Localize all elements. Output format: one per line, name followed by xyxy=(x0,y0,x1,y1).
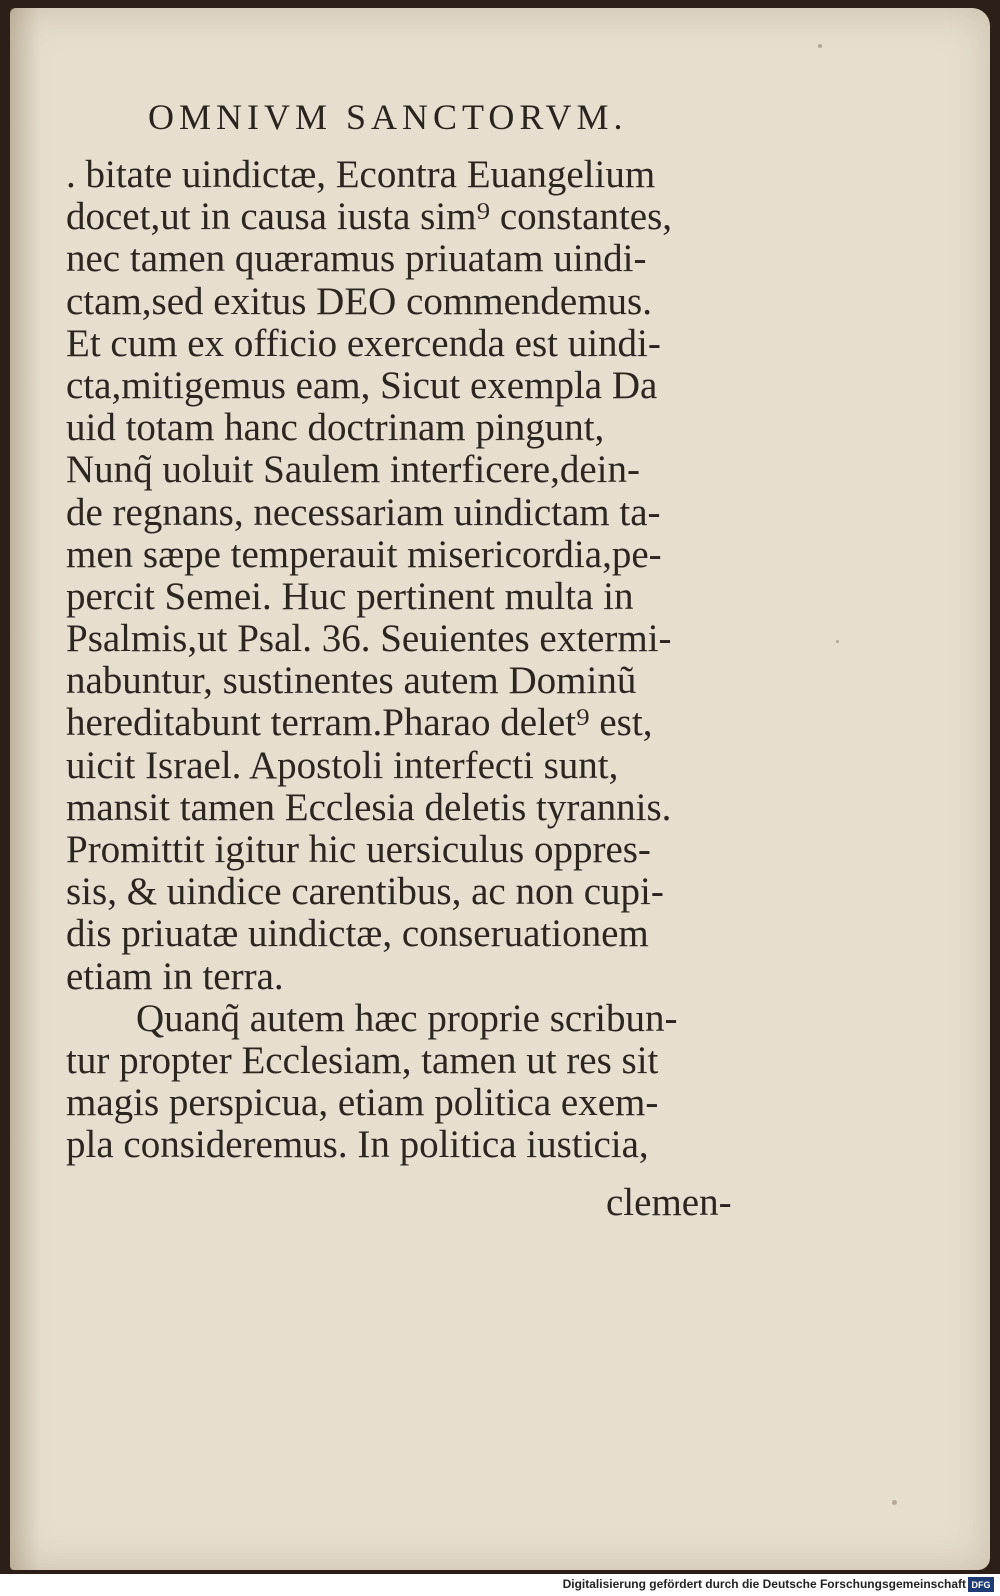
dfg-logo-icon xyxy=(968,1577,994,1592)
text-line: etiam in terra. xyxy=(66,955,284,998)
text-line: dis priuatæ uindictæ, conseruationem xyxy=(66,913,649,956)
funding-credit: Digitalisierung gefördert durch die Deutsche Forschungsgemeinschaft xyxy=(562,1577,966,1591)
text-line: men sæpe temperauit misericordia,pe- xyxy=(66,533,662,576)
text-line: sis, & uindice carentibus, ac non cupi- xyxy=(66,871,664,914)
text-line: uicit Israel. Apostoli interfecti sunt, xyxy=(66,744,619,787)
paper-speck xyxy=(892,1500,897,1505)
page-gutter-shadow xyxy=(10,8,40,1570)
text-line: de regnans, necessariam uindictam ta- xyxy=(66,491,661,534)
dfg-logo-text: DFG xyxy=(971,1580,991,1590)
text-line: Nunq̃ uoluit Saulem interficere,dein- xyxy=(66,449,640,492)
text-line: cta,mitigemus eam, Sicut exempla Da xyxy=(66,364,658,407)
paper-speck xyxy=(836,640,839,643)
text-line: ctam,sed exitus DEO commendemus. xyxy=(66,280,652,323)
catchword: clemen- xyxy=(606,1181,732,1224)
text-line: nec tamen quæramus priuatam uindi- xyxy=(66,238,647,281)
text-line: magis perspicua, etiam politica exem- xyxy=(66,1082,659,1125)
text-line-paragraph-start: Quanq̃ autem hæc proprie scribun- xyxy=(136,997,678,1040)
text-line: . bitate uindictæ, Econtra Euangelium xyxy=(66,154,656,196)
text-line: mansit tamen Ecclesia deletis tyrannis. xyxy=(66,786,672,829)
text-line: docet,ut in causa iusta sim⁹ constantes, xyxy=(66,196,673,239)
running-head: OMNIVM SANCTORVM. xyxy=(148,97,628,137)
text-line: hereditabunt terram.Pharao delet⁹ est, xyxy=(66,702,653,745)
text-line: tur propter Ecclesiam, tamen ut res sit xyxy=(66,1039,659,1082)
text-line: nabuntur, sustinentes autem Dominũ xyxy=(66,660,637,703)
paper-speck xyxy=(818,44,822,48)
text-line: Et cum ex officio exercenda est uindi- xyxy=(66,322,661,365)
text-line: Psalmis,ut Psal. 36. Seuientes extermi- xyxy=(66,618,672,661)
body-text xyxy=(66,154,756,1167)
text-line: uid totam hanc doctrinam pingunt, xyxy=(66,407,605,450)
text-line: Promittit igitur hic uersiculus oppres- xyxy=(66,829,651,871)
text-line: percit Semei. Huc pertinent multa in xyxy=(66,575,634,618)
text-line: pla consideremus. In politica iusticia, xyxy=(66,1124,649,1167)
